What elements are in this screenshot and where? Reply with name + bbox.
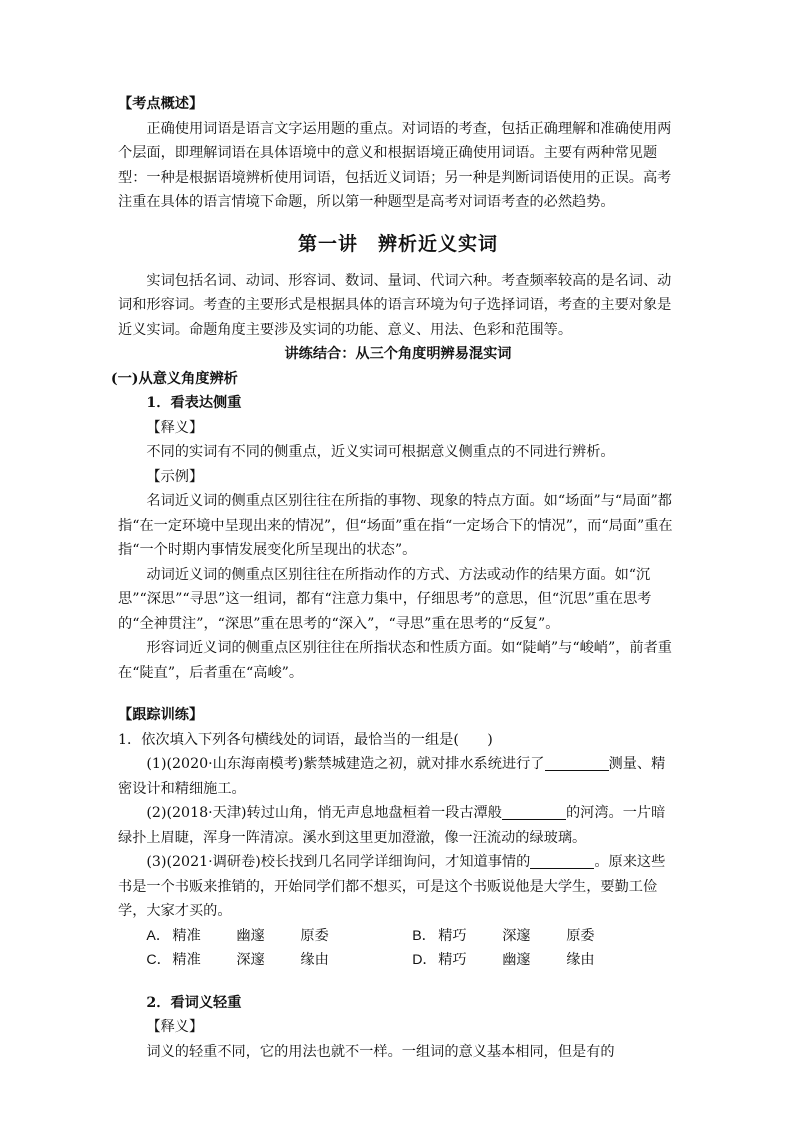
options-row-2 xyxy=(118,948,678,973)
point2-heading: 2．看词义轻重 xyxy=(146,994,242,1011)
point1-example-label: 【示例】 xyxy=(146,468,204,485)
lecture-intro: 实词包括名词、动词、形容词、数词、量词、代词六种。考查频率较高的是名词、动词和形容词。考查的主要形式是根据具体的语言环境为句子选择词语，考查的主要对象是近义实词。命题角度主要涉及实词的功能、意义、用法、色彩和范围等。 xyxy=(118,272,672,338)
answer-blank-3 xyxy=(530,852,594,869)
example-noun: 名词近义词的侧重点区别往往在所指的事物、现象的特点方面。如“场面”与“局面”都指“在一定环境中呈现出来的情况”，但“场面”重在指“一定场合下的情况”，而“局面”重在指“一个时期内事情发展变化所呈现出的状态”。 xyxy=(118,493,673,558)
option-b: B． 精巧 深邃 原委 xyxy=(412,927,595,944)
point1-heading: 1．看表达侧重 xyxy=(146,395,242,411)
lecture-subtitle: 讲练结合：从三个角度明辨易混实词 xyxy=(284,346,512,362)
options-row-1 xyxy=(118,924,678,949)
point1-meaning: 不同的实词有不同的侧重点，近义实词可根据意义侧重点的不同进行辨析。 xyxy=(146,444,615,460)
document-page xyxy=(110,92,678,1064)
practice-heading: 【跟踪训练】 xyxy=(118,707,204,723)
spacer xyxy=(118,973,678,991)
option-c: C． 精准 深邃 缘由 xyxy=(146,952,329,968)
overview-paragraph: 正确使用词语是语言文字运用题的重点。对词语的考查，包括正确理解和准确使用两个层面，即理解词语在具体语境中的意义和根据语境正确使用词语。主要有两种常见题型：一种是根据语境辨析使用词语，包括近义词语；另一种是判断词语使用的正误。高考注重在具体的语言情境下命题，所以第一种题型是高考对词语考查的必然趋势。 xyxy=(118,120,672,210)
practice-item-1: (1)(2020·山东海南模考)紫禁城建造之初，就对排水系统进行了 测量、精密设计和精细施工。 xyxy=(118,756,666,797)
answer-blank-2 xyxy=(502,803,566,820)
point2-meaning: 词义的轻重不同，它的用法也就不一样。一组词的意义基本相同，但是有的 xyxy=(146,1043,615,1060)
practice-item-2: (2)(2018·天津)转过山角，悄无声息地盘桓着一段古潭般 的河湾。一片暗绿扑上眉睫，浑身一阵清凉。溪水到这里更加澄澈，像一汪流动的绿玻璃。 xyxy=(118,805,666,846)
example-verb: 动词近义词的侧重点区别往往在所指动作的方式、方法或动作的结果方面。如“沉思”“深思”“寻思”这一组词，都有“注意力集中，仔细思考”的意思，但“沉思”重在思考的“全神贯注”，“深思”重在思考的“深入”，“寻思”重在思考的“反复”。 xyxy=(118,566,652,632)
point2-meaning-label: 【释义】 xyxy=(146,1019,204,1035)
point1-meaning-label: 【释义】 xyxy=(146,419,204,436)
option-d: D． 精巧 幽邃 缘由 xyxy=(412,952,595,968)
answer-options xyxy=(118,924,678,973)
answer-blank-1 xyxy=(545,754,609,771)
practice-question: 1．依次填入下列各句横线处的词语，最恰当的一组是( ) xyxy=(118,731,493,748)
section1-heading: (一)从意义角度辨析 xyxy=(110,370,238,387)
overview-heading: 【考点概述】 xyxy=(118,96,204,112)
spacer xyxy=(118,685,678,703)
practice-item-3: (3)(2021·调研卷)校长找到几名同学详细询问，才知道事情的 。原来这些书是一个书贩来推销的，开始同学们都不想买，可是这个书贩说他是大学生，要勤工俭学，大家才买的。 xyxy=(118,854,666,919)
option-a: A． 精准 幽邃 原委 xyxy=(146,927,329,944)
lecture-title: 第一讲 辨析近义实词 xyxy=(297,232,498,255)
example-adjective: 形容词近义词的侧重点区别往往在所指状态和性质方面。如“陡峭”与“峻峭”，前者重在“陡直”，后者重在“高峻”。 xyxy=(118,640,672,681)
